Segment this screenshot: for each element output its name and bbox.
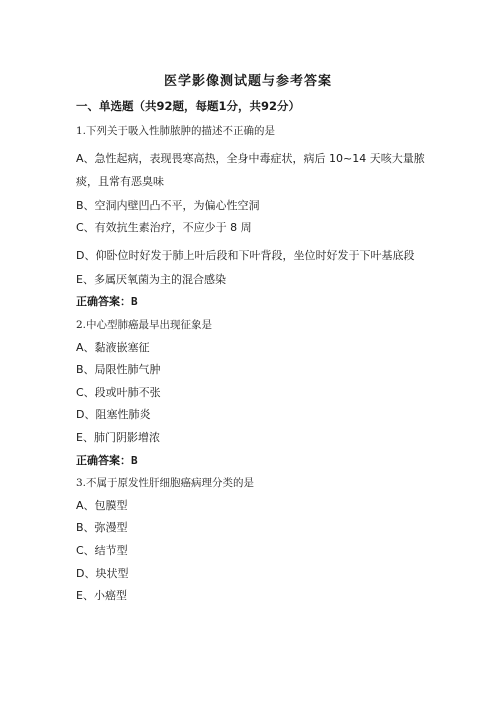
option-b: B、局限性肺气肿 bbox=[76, 363, 161, 377]
answer-label: 正确答案： bbox=[76, 295, 131, 309]
option-a: A、急性起病，表现畏寒高热，全身中毒症状，病后 10~14 天咳大量脓痰，且常有恶臭味 bbox=[76, 151, 425, 188]
option-a: A、包膜型 bbox=[76, 498, 128, 512]
question-stem: 3.不属于原发性肝细胞癌病理分类的是 bbox=[76, 477, 255, 490]
option-c: C、有效抗生素治疗，不应少于 8 周 bbox=[76, 221, 252, 235]
option-a: A、黏液嵌塞征 bbox=[76, 340, 150, 354]
answer-label: 正确答案： bbox=[76, 453, 131, 467]
option-e: E、多属厌氧菌为主的混合感染 bbox=[76, 272, 226, 286]
question-stem: 1.下列关于吸入性肺脓肿的描述不正确的是 bbox=[76, 125, 276, 137]
option-b: B、弥漫型 bbox=[76, 521, 128, 535]
question-stem: 2.中心型肺癌最早出现征象是 bbox=[76, 318, 213, 331]
option-d: D、块状型 bbox=[76, 566, 129, 580]
question-list bbox=[76, 124, 428, 612]
answer-line bbox=[76, 295, 428, 309]
option-e: E、肺门阴影增浓 bbox=[76, 430, 160, 444]
option-c: C、结节型 bbox=[76, 543, 128, 557]
answer-value: B bbox=[131, 295, 138, 309]
section-heading: 一、单选题（共92题，每题1分，共92分） bbox=[76, 99, 301, 113]
option-e: E、小癌型 bbox=[76, 589, 127, 603]
option-d: D、阻塞性肺炎 bbox=[76, 408, 151, 422]
document-title: 医学影像测试题与参考答案 bbox=[163, 74, 332, 89]
answer-value: B bbox=[131, 453, 138, 467]
answer-line bbox=[76, 454, 428, 468]
option-c: C、段或叶肺不张 bbox=[76, 385, 161, 399]
option-d: D、仰卧位时好发于肺上叶后段和下叶背段，坐位时好发于下叶基底段 bbox=[76, 248, 415, 262]
option-b: B、空洞内壁凹凸不平，为偏心性空洞 bbox=[76, 198, 260, 212]
